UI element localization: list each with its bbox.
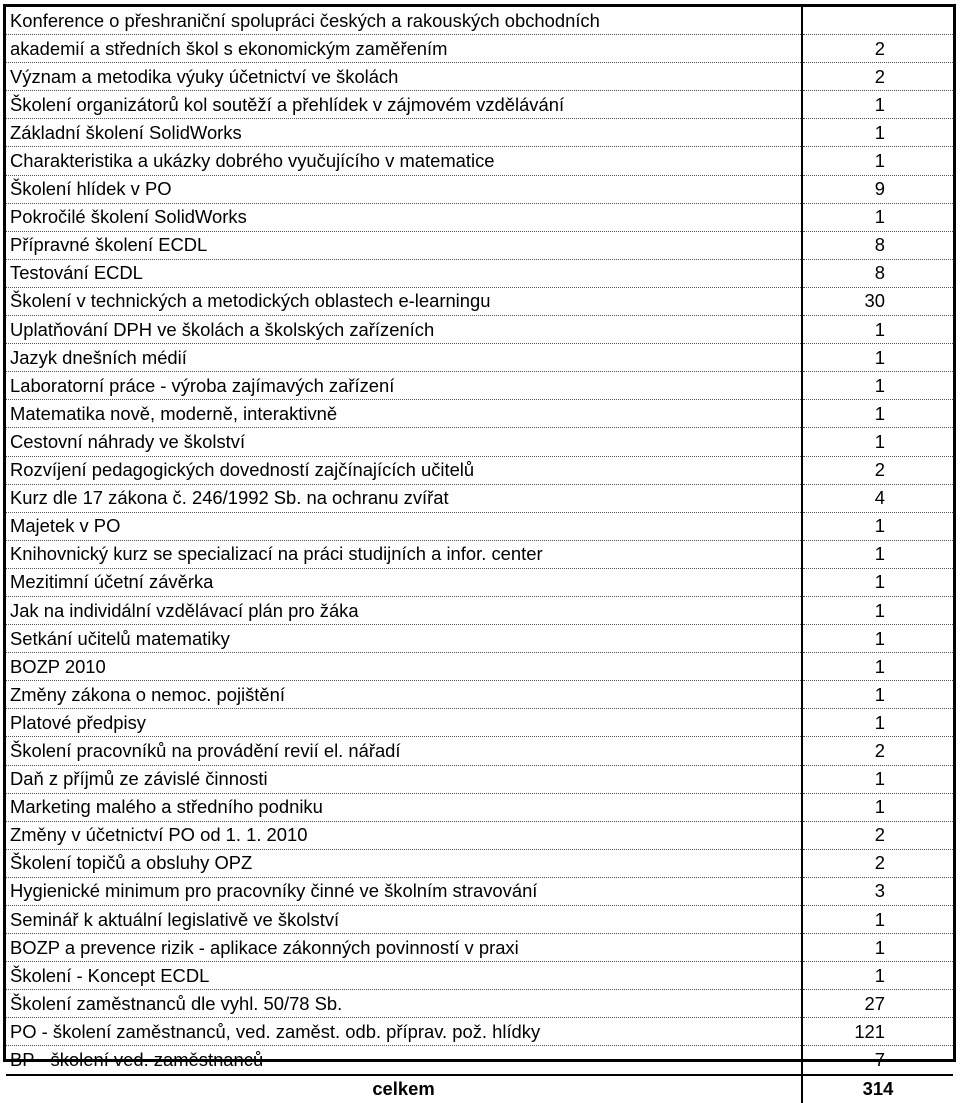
- table-row: [6, 849, 953, 877]
- course-name: Jak na individální vzdělávací plán pro žáka: [6, 596, 802, 624]
- course-name: Setkání učitelů matematiky: [6, 625, 802, 653]
- table-row: [6, 990, 953, 1018]
- course-name: Platové předpisy: [6, 709, 802, 737]
- course-name: Daň z příjmů ze závislé činnosti: [6, 765, 802, 793]
- course-count: 4: [802, 484, 953, 512]
- table-row: [6, 821, 953, 849]
- course-count: 1: [802, 344, 953, 372]
- table-row: [6, 287, 953, 315]
- table-row: [6, 765, 953, 793]
- course-count: 9: [802, 175, 953, 203]
- table-row: [6, 568, 953, 596]
- table-row: [6, 7, 953, 35]
- course-count: 1: [802, 681, 953, 709]
- course-name: Laboratorní práce - výroba zajímavých zařízení: [6, 372, 802, 400]
- course-name: Uplatňování DPH ve školách a školských zařízeních: [6, 316, 802, 344]
- course-count: 2: [802, 821, 953, 849]
- course-name: Seminář k aktuální legislativě ve školství: [6, 906, 802, 934]
- course-name: Marketing malého a středního podniku: [6, 793, 802, 821]
- course-name: Školení pracovníků na provádění revií el. nářadí: [6, 737, 802, 765]
- course-count: 1: [802, 962, 953, 990]
- course-name: Školení - Koncept ECDL: [6, 962, 802, 990]
- table-row: [6, 962, 953, 990]
- table-row: [6, 540, 953, 568]
- table-row: [6, 681, 953, 709]
- course-count: 1: [802, 765, 953, 793]
- table-row: [6, 709, 953, 737]
- total-label: celkem: [6, 1075, 802, 1103]
- course-count: 1: [802, 568, 953, 596]
- course-name: Hygienické minimum pro pracovníky činné ve školním stravování: [6, 877, 802, 905]
- table-row: [6, 35, 953, 63]
- table-body: [6, 7, 953, 1075]
- course-name: Charakteristika a ukázky dobrého vyučujícího v matematice: [6, 147, 802, 175]
- course-count: 2: [802, 737, 953, 765]
- course-name: Cestovní náhrady ve školství: [6, 428, 802, 456]
- table-row: [6, 793, 953, 821]
- table-row: [6, 400, 953, 428]
- course-name: Testování ECDL: [6, 259, 802, 287]
- total-value: 314: [802, 1075, 953, 1103]
- course-count: 1: [802, 428, 953, 456]
- table-row: [6, 737, 953, 765]
- course-count: 3: [802, 877, 953, 905]
- course-count: 1: [802, 709, 953, 737]
- course-count: 2: [802, 849, 953, 877]
- course-count: 1: [802, 372, 953, 400]
- course-name: Změny zákona o nemoc. pojištění: [6, 681, 802, 709]
- course-name: Školení zaměstnanců dle vyhl. 50/78 Sb.: [6, 990, 802, 1018]
- course-name: Základní školení SolidWorks: [6, 119, 802, 147]
- course-count: 1: [802, 147, 953, 175]
- course-name: akademií a středních škol s ekonomickým zaměřením: [6, 35, 802, 63]
- course-name: Kurz dle 17 zákona č. 246/1992 Sb. na ochranu zvířat: [6, 484, 802, 512]
- course-count: 1: [802, 400, 953, 428]
- table-row: [6, 372, 953, 400]
- course-name: Význam a metodika výuky účetnictví ve školách: [6, 63, 802, 91]
- training-table: [6, 7, 953, 1103]
- course-name: Mezitimní účetní závěrka: [6, 568, 802, 596]
- training-table-sheet: [3, 4, 956, 1100]
- course-name: Jazyk dnešních médií: [6, 344, 802, 372]
- course-name: Knihovnický kurz se specializací na práci studijních a infor. center: [6, 540, 802, 568]
- course-name: BP - školení ved. zaměstnanců: [6, 1046, 802, 1075]
- course-count: 1: [802, 316, 953, 344]
- table-row: [6, 119, 953, 147]
- table-row: [6, 344, 953, 372]
- table-row: [6, 203, 953, 231]
- course-count: 7: [802, 1046, 953, 1075]
- table-row: [6, 625, 953, 653]
- course-count: 1: [802, 119, 953, 147]
- course-count: 2: [802, 63, 953, 91]
- table-row: [6, 428, 953, 456]
- course-name: Rozvíjení pedagogických dovedností zajčínajících učitelů: [6, 456, 802, 484]
- course-name: Majetek v PO: [6, 512, 802, 540]
- course-name: Pokročilé školení SolidWorks: [6, 203, 802, 231]
- table-row: [6, 484, 953, 512]
- course-count: 1: [802, 653, 953, 681]
- table-row: [6, 934, 953, 962]
- course-name: Změny v účetnictví PO od 1. 1. 2010: [6, 821, 802, 849]
- course-count: 30: [802, 287, 953, 315]
- table-row: [6, 906, 953, 934]
- table-row: [6, 1046, 953, 1075]
- course-count: 2: [802, 35, 953, 63]
- table-row: [6, 259, 953, 287]
- course-count: 121: [802, 1018, 953, 1046]
- course-count: 27: [802, 990, 953, 1018]
- table-row: [6, 91, 953, 119]
- table-row: [6, 512, 953, 540]
- course-count: 1: [802, 596, 953, 624]
- table-row: [6, 316, 953, 344]
- table-row: [6, 596, 953, 624]
- course-name: Přípravné školení ECDL: [6, 231, 802, 259]
- course-name: Školení hlídek v PO: [6, 175, 802, 203]
- table-row: [6, 653, 953, 681]
- table-row: [6, 147, 953, 175]
- course-count: 1: [802, 540, 953, 568]
- course-name: BOZP 2010: [6, 653, 802, 681]
- course-name: Matematika nově, moderně, interaktivně: [6, 400, 802, 428]
- course-count: 8: [802, 259, 953, 287]
- course-count: 8: [802, 231, 953, 259]
- table-row: [6, 63, 953, 91]
- total-row: [6, 1075, 953, 1103]
- table-row: [6, 456, 953, 484]
- course-count: 1: [802, 203, 953, 231]
- course-name: PO - školení zaměstnanců, ved. zaměst. odb. příprav. pož. hlídky: [6, 1018, 802, 1046]
- table-row: [6, 877, 953, 905]
- table-row: [6, 175, 953, 203]
- course-count: 1: [802, 512, 953, 540]
- course-count: 1: [802, 793, 953, 821]
- course-count: 1: [802, 934, 953, 962]
- course-count: 1: [802, 91, 953, 119]
- course-name: Školení organizátorů kol soutěží a přehlídek v zájmovém vzdělávání: [6, 91, 802, 119]
- course-name: Konference o přeshraniční spolupráci českých a rakouských obchodních: [6, 7, 802, 35]
- course-count: 1: [802, 625, 953, 653]
- course-count: 1: [802, 906, 953, 934]
- course-name: Školení topičů a obsluhy OPZ: [6, 849, 802, 877]
- course-count: 2: [802, 456, 953, 484]
- course-count: [802, 7, 953, 35]
- course-name: Školení v technických a metodických oblastech e-learningu: [6, 287, 802, 315]
- course-name: BOZP a prevence rizik - aplikace zákonných povinností v praxi: [6, 934, 802, 962]
- table-row: [6, 231, 953, 259]
- table-row: [6, 1018, 953, 1046]
